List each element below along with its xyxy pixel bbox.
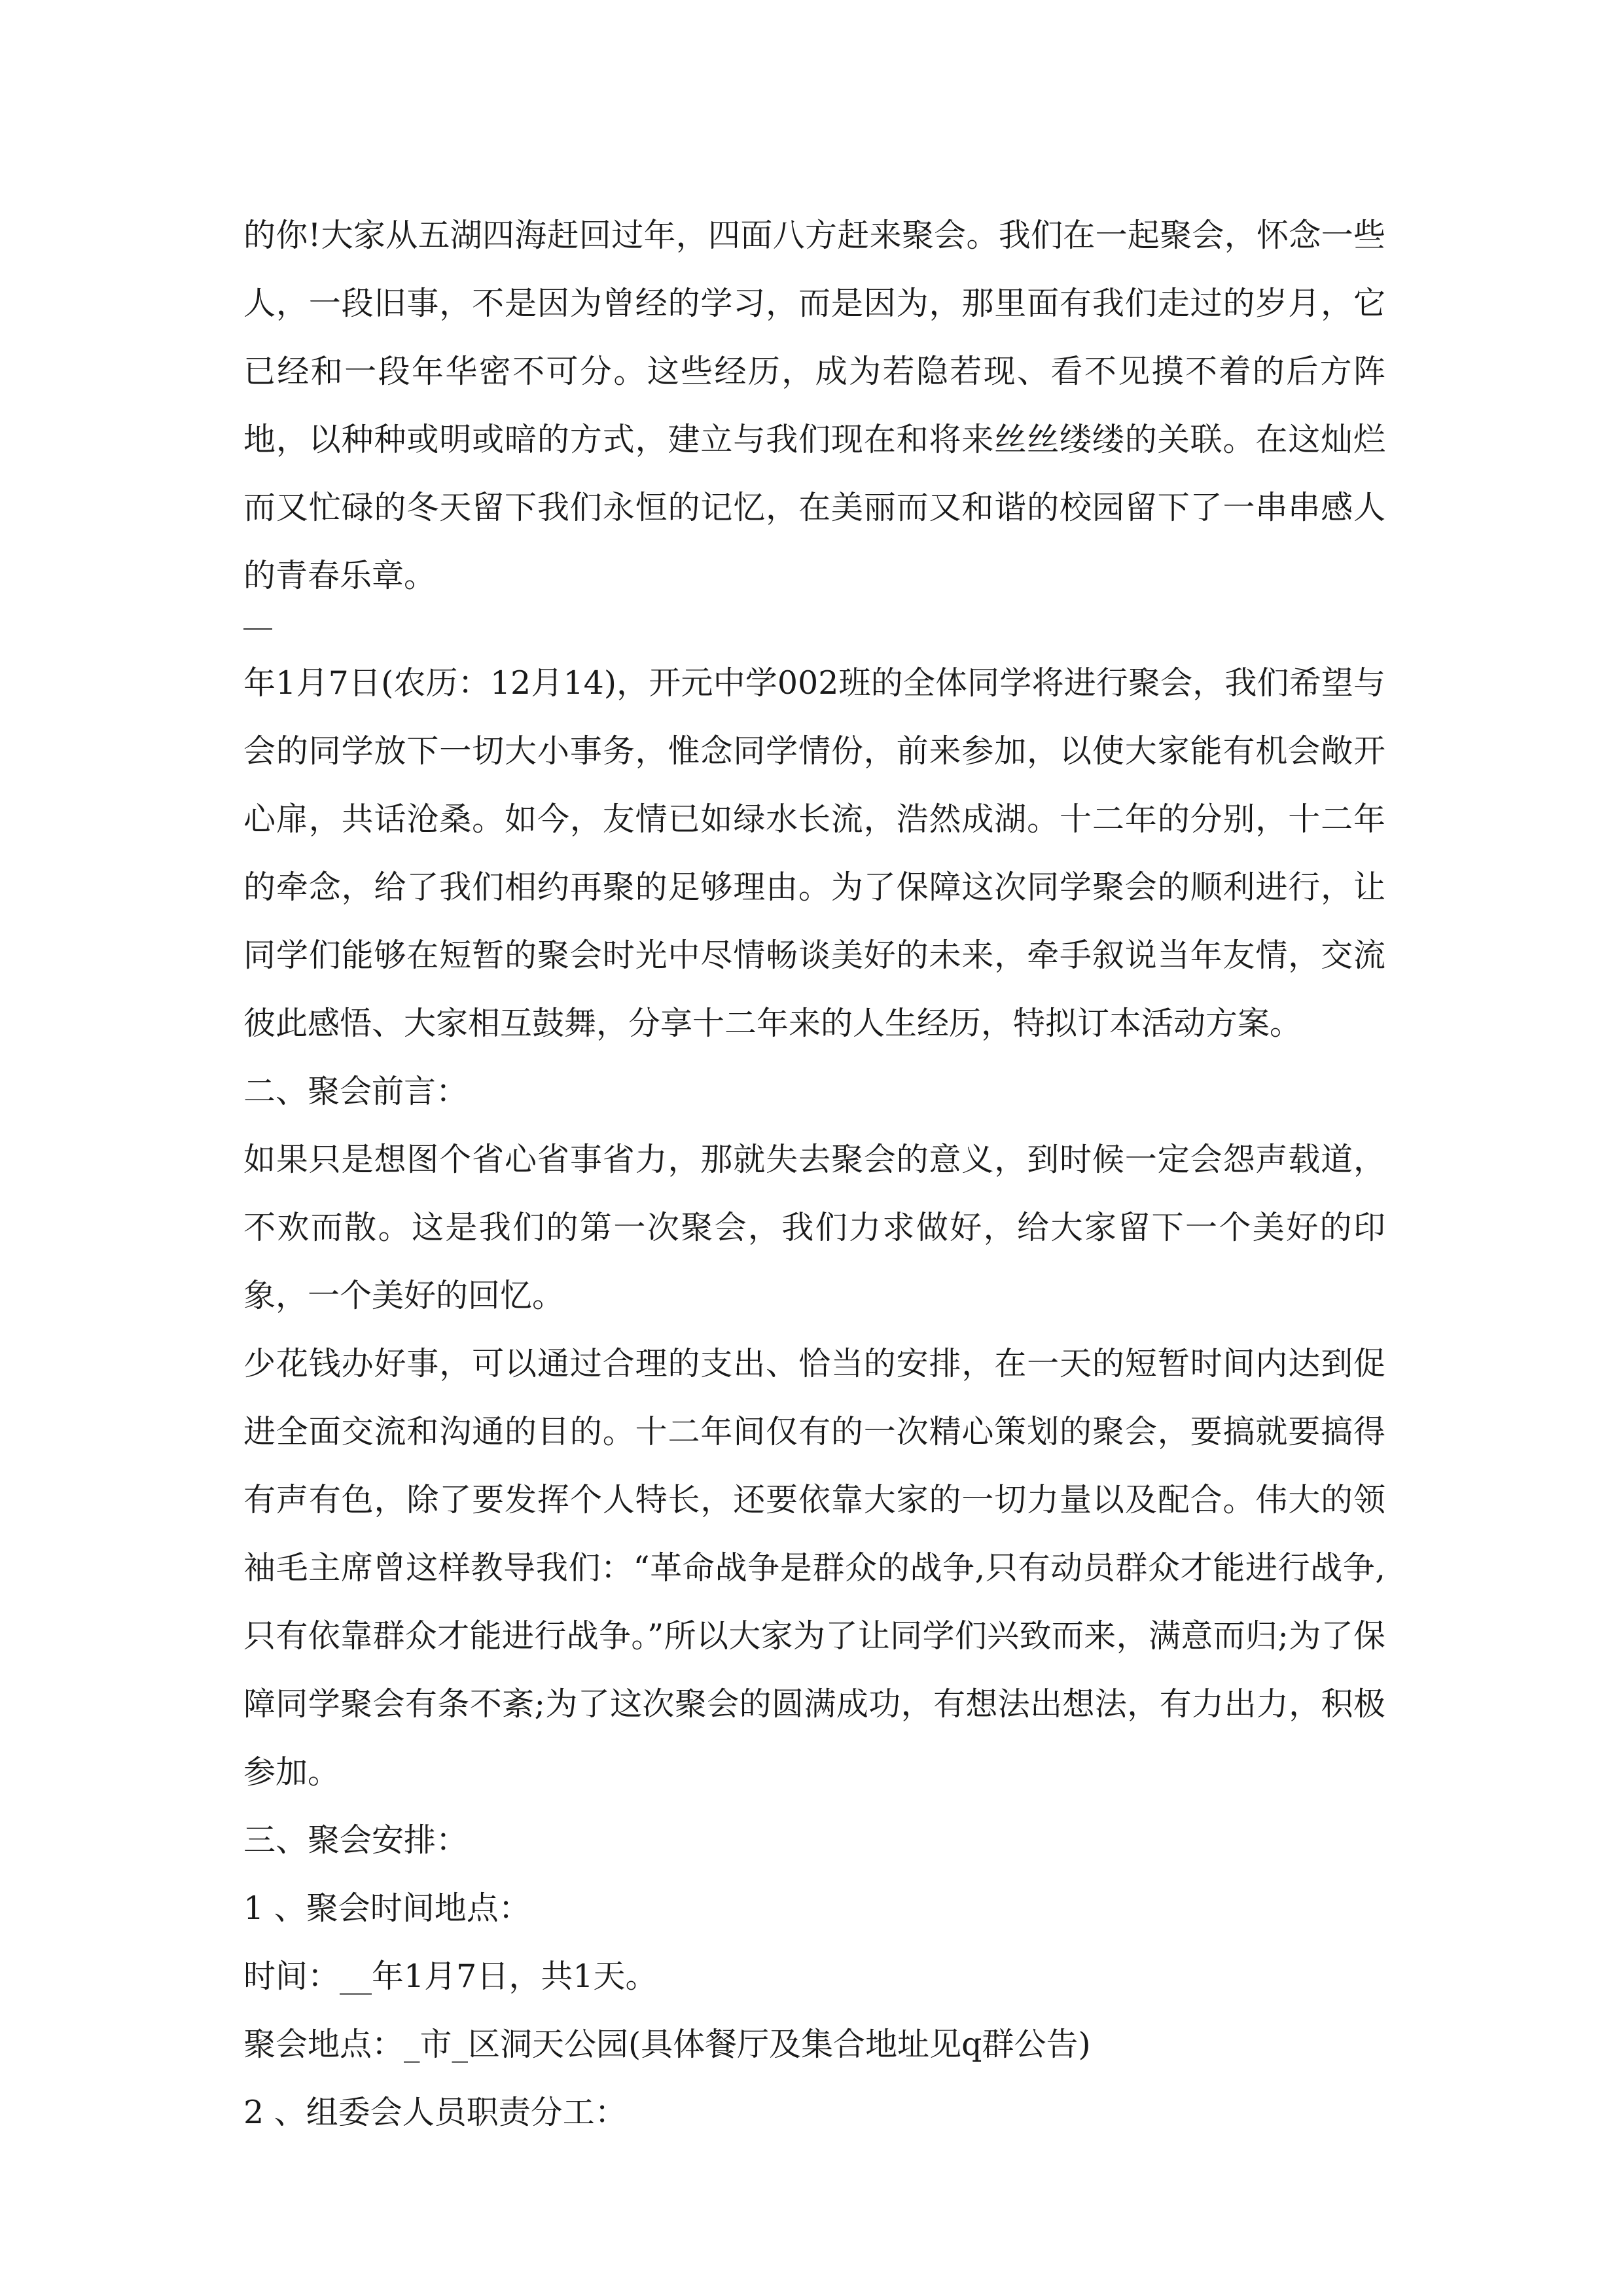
arrangement-heading: 三、聚会安排： xyxy=(243,1821,469,1859)
divider-dash xyxy=(243,628,272,630)
preface-paragraph-2: 少花钱办好事，可以通过合理的支出、恰当的安排，在一天的短暂时间内达到促进全面交流和沟通的目的。十二年间仅有的一次精心策划的聚会，要搞就要搞得有声有色，除了要发挥个人特长，还要依靠大家的一切力量以及配合。伟大的领袖毛主席曾这样教导我们：“革命战争是群众的战争,只有动员群众才能进行战争,只有依靠群众才能进行战争。”所以大家为了让同学们兴致而来，满意而归;为了保障同学聚会有条不紊;为了这次聚会的圆满成功，有想法出想法，有力出力，积极参加。 xyxy=(243,1345,1385,1791)
item-1-time: 时间：__年1月7日，共1天。 xyxy=(243,1958,658,1995)
purpose-paragraph: 年1月7日(农历：12月14)，开元中学002班的全体同学将进行聚会，我们希望与会的同学放下一切大小事务，惟念同学情份，前来参加，以使大家能有机会敞开心扉，共话沧桑。如今，友情已如绿水长流，浩然成湖。十二年的分别，十二年的牵念，给了我们相约再聚的足够理由。为了保障这次同学聚会的顺利进行，让同学们能够在短暂的聚会时光中尽情畅谈美好的未来，牵手叙说当年友情，交流彼此感悟、大家相互鼓舞，分享十二年来的人生经历，特拟订本活动方案。 xyxy=(243,664,1385,1042)
intro-paragraph: 的你!大家从五湖四海赶回过年，四面八方赶来聚会。我们在一起聚会，怀念一些人，一段旧事，不是因为曾经的学习，而是因为，那里面有我们走过的岁月，它已经和一段年华密不可分。这些经历，成为若隐若现、看不见摸不着的后方阵地，以种种或明或暗的方式，建立与我们现在和将来丝丝缕缕的关联。在这灿烂而又忙碌的冬天留下我们永恒的记忆，在美丽而又和谐的校园留下了一串串感人的青春乐章。 xyxy=(243,217,1385,594)
item-2-title: 2 、组委会人员职责分工： xyxy=(243,2094,627,2131)
section-divider xyxy=(243,610,1385,649)
document-body xyxy=(243,202,1385,2147)
item-1-title: 1 、聚会时间地点： xyxy=(243,1890,531,1927)
preface-paragraph-1: 如果只是想图个省心省事省力，那就失去聚会的意义，到时候一定会怨声载道，不欢而散。这是我们的第一次聚会，我们力求做好，给大家留下一个美好的印象，一个美好的回忆。 xyxy=(243,1141,1385,1314)
preface-heading: 二、聚会前言： xyxy=(243,1073,469,1110)
item-1-place: 聚会地点：_市_区洞天公园(具体餐厅及集合地址见q群公告) xyxy=(243,2026,1091,2063)
